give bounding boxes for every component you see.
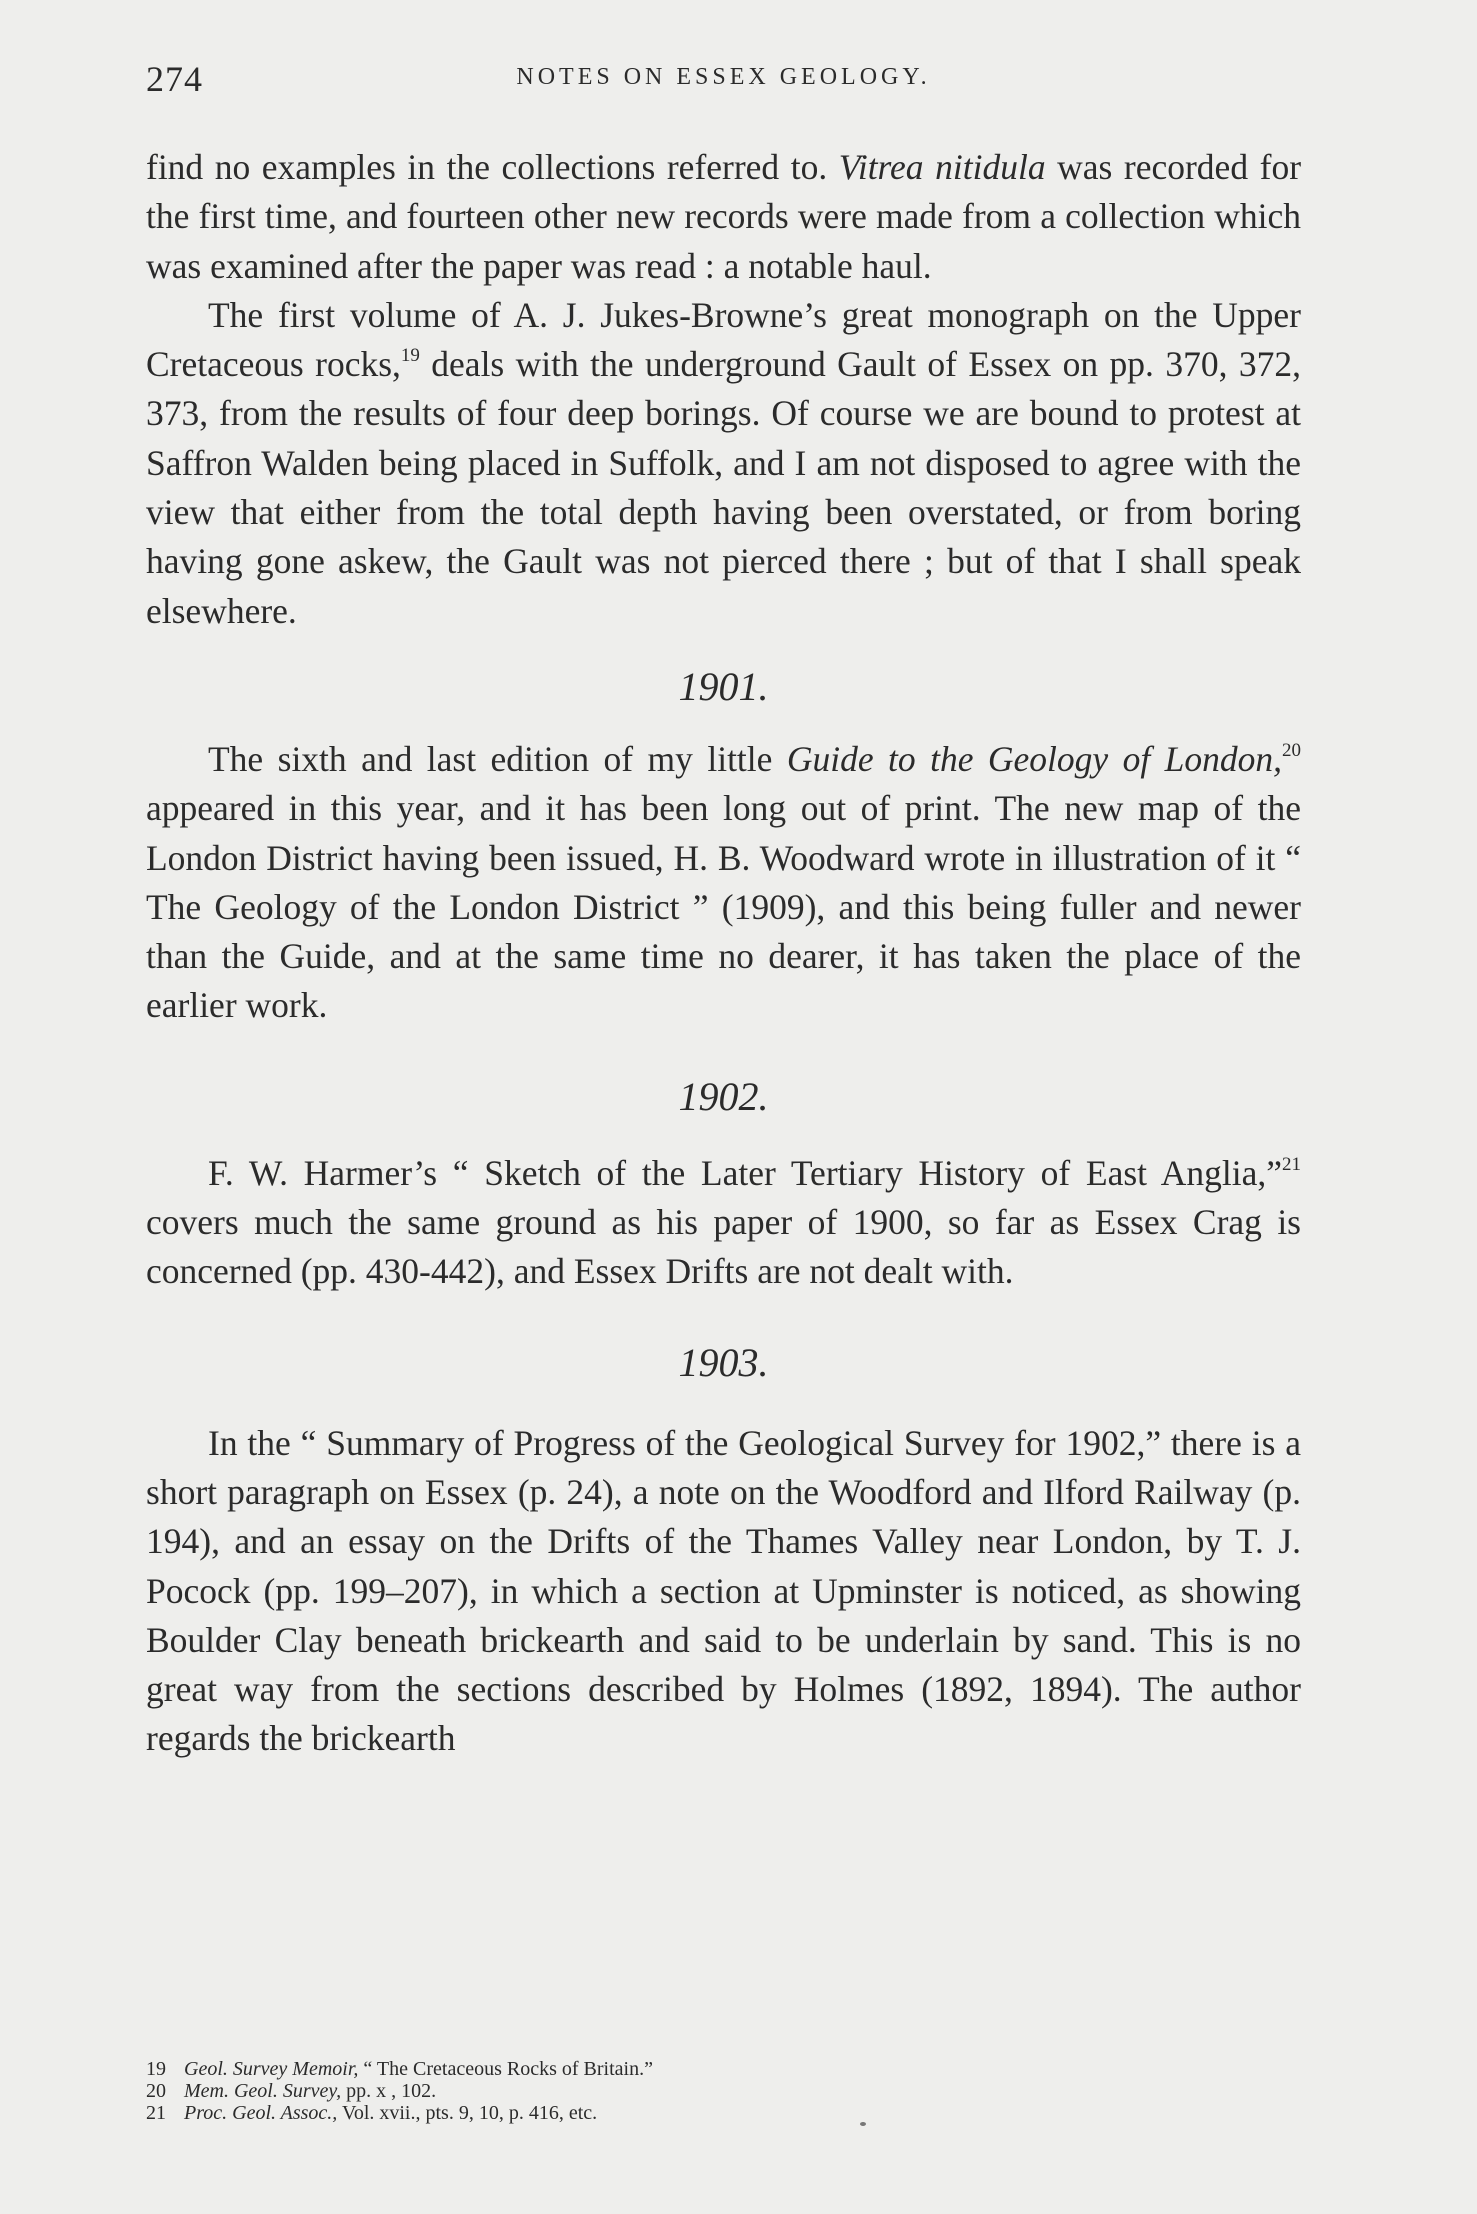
footnote-text: Vol. xvii., pts. 9, 10, p. 416, etc. (337, 2102, 598, 2124)
footnote-number: 19 (146, 2058, 166, 2080)
footnote-text: pp. x , 102. (341, 2080, 437, 2102)
footnote-source: Proc. Geol. Assoc., (184, 2102, 338, 2124)
footnotes (146, 2058, 1301, 2124)
footnote-ref-19: 19 (400, 345, 420, 367)
running-title: NOTES ON ESSEX GEOLOGY. (516, 64, 931, 90)
paragraph-jukes-browne (146, 291, 1301, 636)
footnote-19 (146, 2058, 1301, 2080)
book-title: Guide to the Geology of London, (786, 738, 1283, 779)
species-name: Vitrea nitidula (838, 147, 1046, 187)
text-run: The first volume of A. J. Jukes-Browne’s great monograph on the Upper Cretaceous rocks, (146, 294, 1301, 385)
page-header (146, 58, 1301, 108)
paragraph-guide-london (146, 735, 1301, 1031)
text-run: F. W. Harmer’s “ Sketch of the Later Tertiary History of East Anglia,” (208, 1152, 1282, 1193)
footnote-ref-21: 21 (1282, 1153, 1301, 1175)
paragraph-summary-progress: In the “ Summary of Progress of the Geological Survey for 1902,” there is a short paragraph on Essex (p. 24), a note on the Woodford and Ilford Railway (p. 194), and an essay on the Drifts of the Thames Valley near London, by T. J. Pocock (pp. 199–207), in which a section at Upminster is noticed, as showing Boulder Clay beneath brickearth and said to be underlain by sand. This is no great way from the sections described by Holmes (1892, 1894). The author regards the brickearth (146, 1422, 1301, 1759)
footnote-source: Mem. Geol. Survey, (184, 2080, 342, 2102)
year-heading-1902: 1902. (678, 1073, 769, 1119)
text-run: deals with the underground Gault of Essex on pp. 370, 372, 373, from the results of four deep borings. Of course we are bound to protest at Saffron Walden being placed in Suffolk, and I am not disposed to agree with the view that either from the total depth having been overstated, or from boring having gone askew, the Gault was not pierced there ; but of that I shall speak elsewhere. (146, 344, 1301, 631)
paragraph-continuation (146, 143, 1301, 291)
year-heading-1903: 1903. (678, 1339, 769, 1385)
page-number: 274 (146, 59, 203, 99)
footnote-20 (146, 2080, 1301, 2102)
footnote-text: “ The Cretaceous Rocks of Britain.” (358, 2058, 653, 2080)
footnote-ref-20: 20 (1282, 739, 1302, 761)
footnote-number: 20 (146, 2080, 166, 2102)
text-run: find no examples in the collections referred to. (146, 147, 839, 187)
footnote-number: 21 (146, 2102, 166, 2124)
page-body (146, 143, 1301, 1764)
text-run: covers much the same ground as his paper of 1900, so far as Essex Crag is concerned (pp. 430-442), and Essex Drifts are not dealt with. (146, 1202, 1301, 1292)
text-run: The sixth and last edition of my little (208, 738, 787, 779)
footnote-21 (146, 2102, 1301, 2124)
ink-speck (860, 2122, 866, 2126)
text-run: appeared in this year, and it has been long out of print. The new map of the London District having been issued, H. B. Woodward wrote in illustration of it “ The Geology of the London District ” (1909), and this being fuller and newer than the Guide, and at the same time no dearer, it has taken the place of the earlier work. (146, 788, 1301, 1026)
paragraph-harmer (146, 1149, 1301, 1297)
text-run: was recorded for the first time, and fourteen other new records were made from a collection which was examined after the paper was read : a notable haul. (146, 147, 1302, 286)
year-heading-1901: 1901. (678, 663, 769, 709)
footnote-source: Geol. Survey Memoir, (184, 2058, 359, 2080)
